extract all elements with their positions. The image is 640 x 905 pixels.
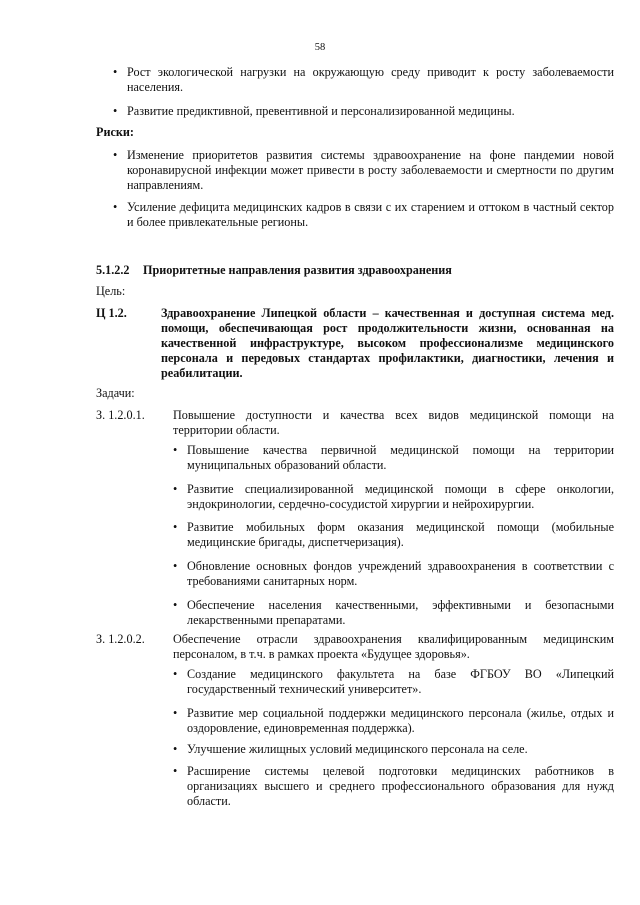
bullet-icon: • bbox=[173, 520, 178, 534]
task-code: З. 1.2.0.1. bbox=[96, 408, 145, 422]
list-item-text: Обновление основных фондов учреждений здравоохранения в соответствии с требованиями санитарных норм. bbox=[187, 559, 614, 588]
list-item-text: Улучшение жилищных условий медицинского персонала на селе. bbox=[187, 742, 528, 756]
list-item bbox=[113, 200, 614, 230]
bullet-icon: • bbox=[173, 667, 178, 681]
list-item-text: Рост экологической нагрузки на окружающую среду приводит к росту заболеваемости населения. bbox=[127, 65, 614, 94]
list-item bbox=[113, 148, 614, 193]
list-item-text: Расширение системы целевой подготовки медицинских работников в организациях высшего и среднего профессионального образования для нужд области. bbox=[187, 764, 614, 808]
bullet-icon: • bbox=[173, 443, 178, 457]
list-item-text: Развитие мобильных форм оказания медицинской помощи (мобильные медицинские бригады, диспетчеризация). bbox=[187, 520, 614, 549]
page-number: 58 bbox=[314, 42, 326, 53]
bullet-icon: • bbox=[173, 559, 178, 573]
bullet-icon: • bbox=[173, 482, 178, 496]
list-item-text: Развитие предиктивной, превентивной и персонализированной медицины. bbox=[127, 104, 515, 118]
list-item bbox=[173, 598, 614, 628]
list-item-text: Создание медицинского факультета на базе ФГБОУ ВО «Липецкий государственный технический университет». bbox=[187, 667, 614, 696]
list-item bbox=[173, 742, 614, 757]
risks-heading: Риски: bbox=[96, 125, 134, 139]
bullet-icon: • bbox=[113, 200, 118, 214]
list-item-text: Изменение приоритетов развития системы здравоохранение на фоне пандемии новой коронавирусной инфекции может привести в росту заболеваемости и смертности по другим направлениям. bbox=[127, 148, 614, 192]
bullet-icon: • bbox=[173, 764, 178, 778]
list-item bbox=[173, 520, 614, 550]
list-item bbox=[173, 764, 614, 809]
section-number: 5.1.2.2 bbox=[96, 263, 130, 277]
list-item bbox=[173, 706, 614, 736]
section-title: Приоритетные направления развития здравоохранения bbox=[143, 263, 452, 277]
task-code: З. 1.2.0.2. bbox=[96, 632, 145, 646]
tasks-label: Задачи: bbox=[96, 386, 135, 400]
goal-text: Здравоохранение Липецкой области – качественная и доступная система мед. помощи, обеспечивающая рост продолжительности жизни, основанная на качественной инфраструктуре, высоком профессионализме медицинского персонала и передовых стандартах профилактики, диагностики, лечения и реабилитации. bbox=[161, 306, 614, 380]
list-item-text: Повышение качества первичной медицинской помощи на территории муниципальных образований области. bbox=[187, 443, 614, 472]
list-item bbox=[113, 104, 614, 119]
bullet-icon: • bbox=[173, 598, 178, 612]
list-item-text: Обеспечение населения качественными, эффективными и безопасными лекарственными препаратами. bbox=[187, 598, 614, 627]
bullet-icon: • bbox=[113, 104, 118, 118]
list-item bbox=[173, 667, 614, 697]
list-item-text: Усиление дефицита медицинских кадров в связи с их старением и оттоком в частный сектор и более привлекательные регионы. bbox=[127, 200, 614, 229]
list-item bbox=[113, 65, 614, 95]
list-item-text: Развитие мер социальной поддержки медицинского персонала (жилье, отдых и оздоровление, единовременная поддержка). bbox=[187, 706, 614, 735]
list-item bbox=[173, 559, 614, 589]
goal-code: Ц 1.2. bbox=[96, 306, 127, 320]
bullet-icon: • bbox=[113, 65, 118, 79]
task-text: Повышение доступности и качества всех видов медицинской помощи на территории области. bbox=[173, 408, 614, 437]
task-text: Обеспечение отрасли здравоохранения квалифицированным медицинским персоналом, в т.ч. в рамках проекта «Будущее здоровья». bbox=[173, 632, 614, 661]
bullet-icon: • bbox=[113, 148, 118, 162]
bullet-icon: • bbox=[173, 706, 178, 720]
list-item-text: Развитие специализированной медицинской помощи в сфере онкологии, эндокринологии, сердечно-сосудистой хирургии и нейрохирургии. bbox=[187, 482, 614, 511]
bullet-icon: • bbox=[173, 742, 178, 756]
list-item bbox=[173, 443, 614, 473]
goal-label: Цель: bbox=[96, 284, 126, 298]
list-item bbox=[173, 482, 614, 512]
